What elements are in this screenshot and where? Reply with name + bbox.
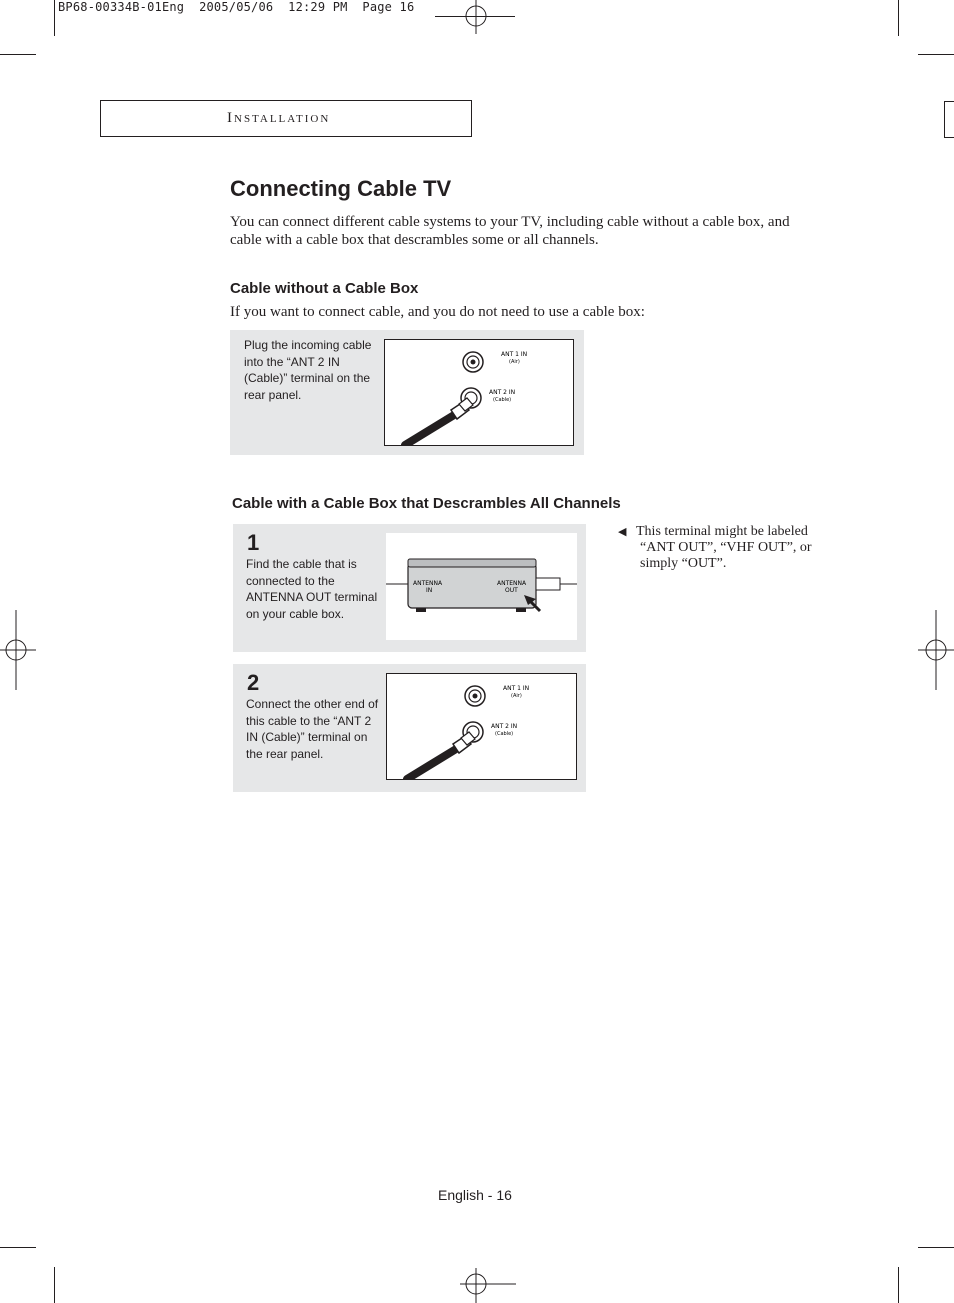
cable-plug-icon <box>405 398 473 445</box>
instruction-panel-step-1 <box>233 524 586 652</box>
cable-box-figure <box>386 533 577 640</box>
subheading-description: If you want to connect cable, and you do not need to use a cable box: <box>230 304 645 320</box>
ant2-sublabel: (Cable) <box>495 731 514 737</box>
page-number: English - 16 <box>438 1187 512 1203</box>
registration-mark-icon <box>460 0 492 34</box>
printer-slug: BP68-00334B-01Eng 2005/05/06 12:29 PM Page 16 <box>58 0 415 14</box>
panel-instruction: Plug the incoming cable into the “ANT 2 IN (Cable)” terminal on the rear panel. <box>244 338 372 402</box>
registration-mark-icon <box>0 610 36 690</box>
step-number: 1 <box>247 530 260 555</box>
ant2-label: ANT 2 IN <box>491 723 518 730</box>
section-label: Installation <box>227 110 331 126</box>
ant1-sublabel: (Air) <box>511 693 522 699</box>
instruction-panel-no-box <box>230 330 584 455</box>
step-instruction: Find the cable that is connected to the ANTENNA OUT terminal on your cable box. <box>246 557 378 621</box>
step-instruction: Connect the other end of this cable to the “ANT 2 IN (Cable)” terminal on the rear panel. <box>246 697 379 761</box>
antenna-out-sublabel: OUT <box>505 587 518 594</box>
registration-mark-icon <box>460 1268 516 1303</box>
antenna-in-sublabel: IN <box>426 587 433 594</box>
ant1-jack-icon <box>463 352 483 372</box>
subheading-no-cable-box: Cable without a Cable Box <box>230 280 419 297</box>
step-number: 2 <box>247 670 260 695</box>
triangle-left-icon: ◀ <box>618 526 627 538</box>
subheading-cable-box: Cable with a Cable Box that Descrambles All Channels <box>232 495 621 512</box>
ant1-label: ANT 1 IN <box>503 685 530 692</box>
antenna-in-label: ANTENNA <box>413 580 443 587</box>
registration-mark-icon <box>918 610 954 690</box>
cable-plug-icon <box>407 732 475 779</box>
antenna-terminal-figure <box>384 339 574 446</box>
terminal-note <box>618 524 833 572</box>
ant2-sublabel: (Cable) <box>493 397 512 403</box>
intro-paragraph: You can connect different cable systems to your TV, including cable without a cable box, and cable with a cable box that descrambles some or all channels. <box>230 214 790 248</box>
ant2-label: ANT 2 IN <box>489 389 516 396</box>
instruction-panel-step-2 <box>233 664 586 792</box>
section-header <box>100 100 472 137</box>
out-cable-icon <box>536 578 577 590</box>
note-text: This terminal might be labeled “ANT OUT”, “VHF OUT”, or simply “OUT”. <box>636 524 812 571</box>
antenna-terminal-figure <box>386 673 577 780</box>
antenna-out-label: ANTENNA <box>497 580 527 587</box>
ant1-sublabel: (Air) <box>509 359 520 365</box>
ant1-label: ANT 1 IN <box>501 351 528 358</box>
page-title: Connecting Cable TV <box>230 176 452 201</box>
ant1-jack-icon <box>465 686 485 706</box>
